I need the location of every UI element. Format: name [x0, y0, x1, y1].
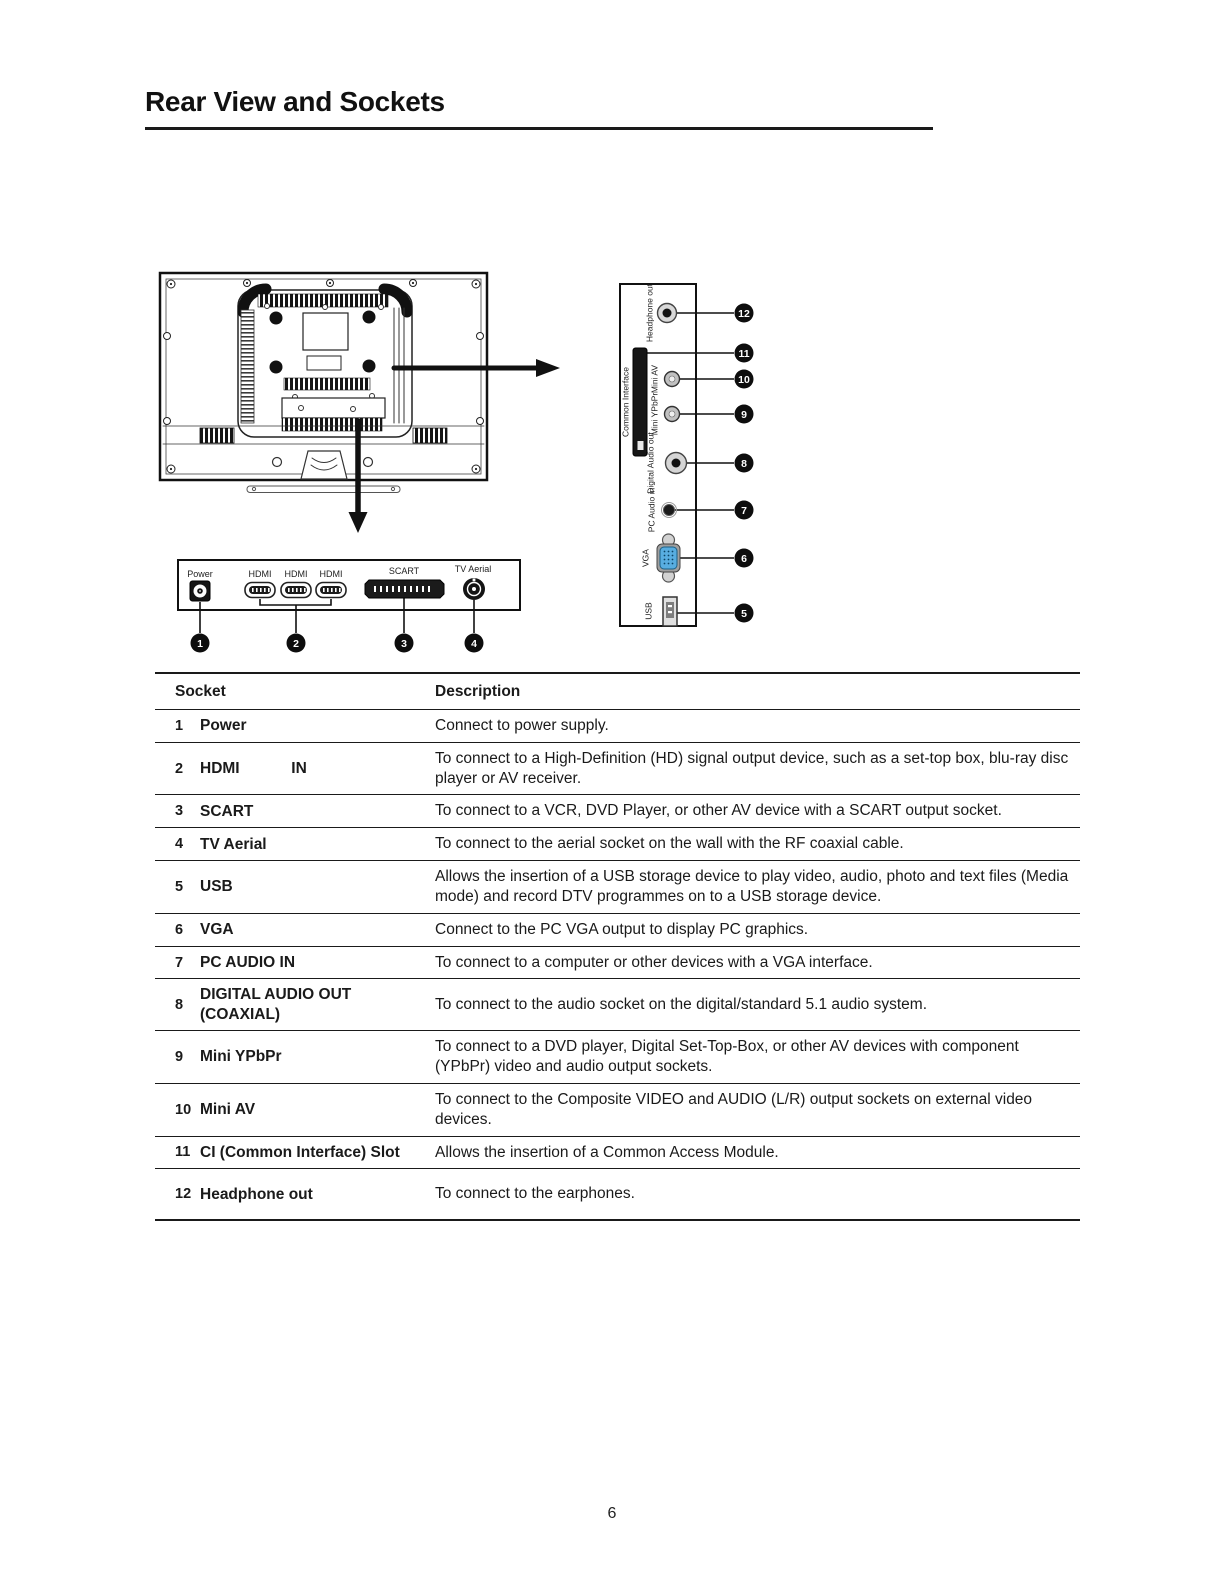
side-callouts — [735, 304, 754, 623]
socket-number: 11 — [175, 1144, 191, 1161]
callout-6: 6 — [741, 553, 747, 565]
table-row — [155, 827, 1080, 860]
page-number: 6 — [607, 1505, 617, 1522]
socket-description: To connect to the earphones. — [435, 1185, 635, 1203]
hdmi-port-3 — [316, 583, 346, 598]
socket-number: 2 — [175, 760, 184, 777]
side-socket-panel — [620, 283, 754, 626]
socket-name: Headphone out — [200, 1185, 313, 1203]
table-row — [155, 1030, 1080, 1083]
pc-audio-jack — [664, 505, 675, 516]
socket-name: SCART — [200, 802, 254, 820]
callout-4: 4 — [471, 638, 477, 650]
vesa-label — [303, 313, 348, 350]
tv-aerial-label: TV Aerial — [454, 564, 492, 574]
socket-number: 8 — [175, 996, 184, 1013]
socket-number: 9 — [175, 1049, 184, 1066]
page-title: Rear View and Sockets — [145, 86, 445, 117]
socket-table — [155, 672, 1080, 1221]
rating-label — [307, 356, 341, 370]
socket-name: VGA — [200, 921, 234, 939]
callout-1: 1 — [197, 638, 203, 650]
table-row — [155, 1168, 1080, 1219]
callout-8: 8 — [741, 458, 747, 470]
hdmi-port-2 — [281, 583, 311, 598]
usb-port — [663, 597, 677, 626]
rear-view-diagram — [0, 0, 1224, 680]
socket-description: Connect to the PC VGA output to display PC graphics. — [435, 920, 809, 938]
usb-label: USB — [643, 602, 654, 620]
socket-name: HDMI IN — [200, 759, 307, 777]
digital-audio-out-label: Digital Audio out — [645, 432, 656, 494]
left-vent-comb — [241, 310, 254, 423]
socket-description: To connect to the audio socket on the digital/standard 5.1 audio system. — [435, 995, 928, 1013]
mini-ypbpr-label: Mini YPbPr — [649, 392, 660, 436]
socket-description: Allows the insertion of a Common Access Module. — [435, 1143, 779, 1161]
socket-number: 6 — [175, 921, 184, 938]
socket-description: To connect to a High-Definition (HD) signal output device, such as a set-top box, blu-ray disc player or AV receiver. — [435, 749, 1069, 787]
socket-name: DIGITAL AUDIO OUT (COAXIAL) — [200, 986, 352, 1023]
speaker-grille-left — [200, 428, 234, 443]
socket-description: To connect to the Composite VIDEO and AUDIO (L/R) output sockets on external video devices. — [435, 1090, 1033, 1128]
socket-name: Mini AV — [200, 1101, 256, 1118]
callout-10: 10 — [738, 374, 750, 386]
socket-description: Connect to power supply. — [435, 717, 609, 734]
socket-description: To connect to a DVD player, Digital Set-Top-Box, or other AV devices with component (YPbPr) video and audio output sockets. — [435, 1038, 1019, 1076]
socket-description: Allows the insertion of a USB storage device to play video, audio, photo and text files (Media mode) and record DTV programmes on to a USB storage device. — [435, 868, 1069, 905]
table-row — [155, 794, 1080, 827]
header-description: Description — [435, 683, 521, 700]
socket-number: 1 — [175, 717, 184, 734]
table-row — [155, 913, 1080, 946]
bottom-callouts — [191, 634, 484, 653]
callout-7: 7 — [741, 505, 747, 517]
speaker-grille-right — [413, 428, 447, 443]
table-row — [155, 1136, 1080, 1169]
callout-12: 12 — [738, 308, 750, 320]
header-socket: Socket — [175, 683, 226, 700]
scart-label: SCART — [388, 566, 420, 576]
socket-number: 10 — [175, 1101, 192, 1118]
socket-name: PC AUDIO IN — [200, 953, 296, 971]
table-row — [155, 946, 1080, 979]
table-header — [155, 672, 1080, 709]
socket-description: To connect to a computer or other devices with a VGA interface. — [435, 953, 873, 971]
power-socket — [190, 581, 210, 601]
table-row — [155, 742, 1080, 795]
power-label: Power — [187, 569, 213, 579]
bottom-vent — [282, 418, 382, 431]
callout-2: 2 — [293, 638, 299, 650]
tv-rear-view — [160, 273, 560, 533]
tv-aerial-socket — [463, 578, 485, 600]
vga-label: VGA — [640, 549, 651, 567]
table-row — [155, 978, 1080, 1030]
socket-number: 4 — [175, 836, 184, 853]
callout-11: 11 — [738, 348, 750, 360]
hdmi-label-2: HDMI — [284, 569, 308, 579]
connector-bay — [282, 398, 385, 418]
mid-vent — [284, 378, 370, 390]
table-row — [155, 709, 1080, 742]
table-row — [155, 1083, 1080, 1136]
socket-name: USB — [200, 878, 233, 896]
pc-audio-in-label: PC Audio in — [646, 487, 657, 533]
common-interface-label: Common Interface — [620, 367, 631, 437]
socket-name: TV Aerial — [200, 835, 267, 853]
socket-description: To connect to a VCR, DVD Player, or other AV device with a SCART output socket. — [435, 802, 1002, 820]
socket-name: Power — [200, 717, 247, 735]
callout-3: 3 — [401, 638, 407, 650]
socket-name: Mini YPbPr — [200, 1048, 282, 1066]
scart-connector — [365, 580, 444, 598]
mini-av-label: Mini AV — [649, 364, 660, 394]
callout-9: 9 — [741, 409, 747, 421]
hdmi-label-3: HDMI — [319, 569, 343, 579]
socket-number: 7 — [175, 954, 184, 971]
table-row — [155, 860, 1080, 913]
hdmi-port-1 — [245, 583, 275, 598]
socket-number: 12 — [175, 1186, 192, 1203]
socket-number: 5 — [175, 878, 184, 895]
socket-number: 3 — [175, 803, 184, 820]
socket-description: To connect to the aerial socket on the wall with the RF coaxial cable. — [435, 835, 904, 853]
headphone-out-label: Headphone out — [644, 283, 655, 343]
bottom-socket-panel — [178, 560, 520, 653]
hdmi-label-1: HDMI — [248, 569, 272, 579]
socket-name: CI (Common Interface) Slot — [200, 1143, 400, 1161]
callout-5: 5 — [741, 608, 747, 620]
